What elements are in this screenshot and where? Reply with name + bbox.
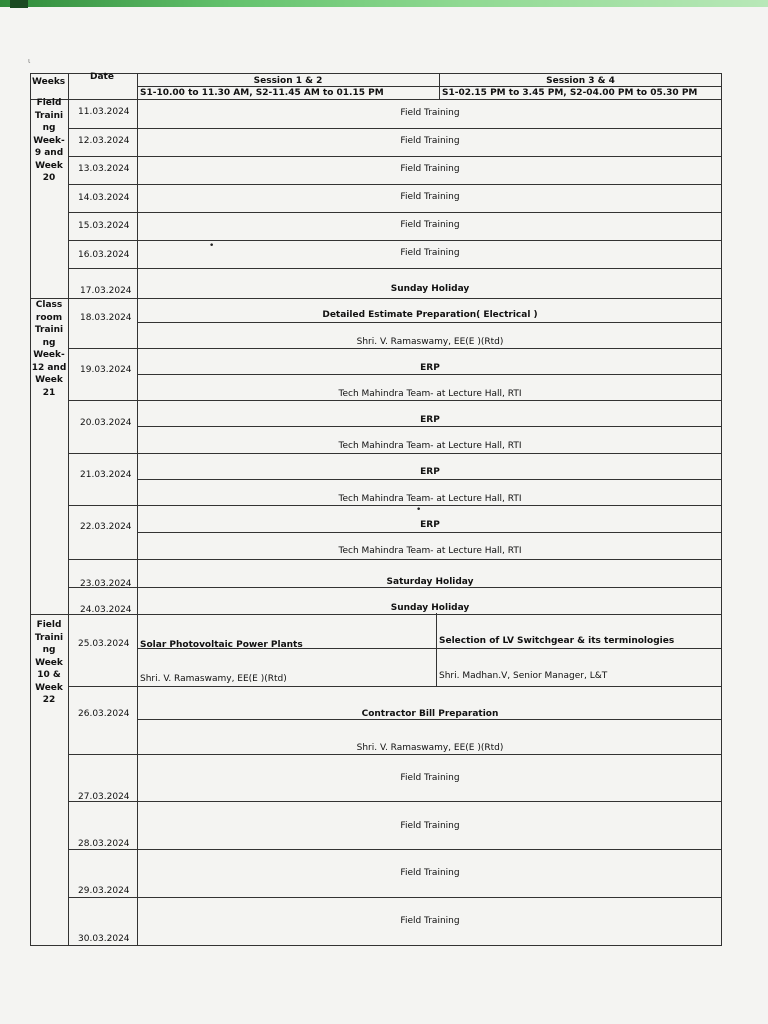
scan-top-edge: [0, 0, 768, 7]
session-text: Saturday Holiday: [386, 577, 474, 587]
row-divider: [68, 240, 722, 241]
row-date: 14.03.2024: [78, 193, 130, 203]
weeks-header: Weeks: [32, 77, 66, 87]
session-1-2-text: Solar Photovoltaic Power Plants: [140, 640, 303, 650]
session-text: Sunday Holiday: [390, 603, 470, 613]
weeks-block-3: [30, 619, 68, 707]
weeks-line: ng: [42, 123, 56, 133]
row-divider: [68, 156, 722, 157]
row-divider: [68, 801, 722, 802]
weeks-line: Field: [36, 98, 62, 108]
session-text: Field Training: [400, 821, 460, 831]
session-3-4-text: Selection of LV Switchgear & its terminologies: [439, 636, 675, 646]
session-1-2-speaker: Shri. V. Ramaswamy, EE(E )(Rtd): [140, 674, 287, 684]
session-text: Field Training: [400, 164, 460, 174]
row-date: 19.03.2024: [80, 365, 132, 375]
session-text: ERP: [420, 363, 440, 373]
row-date: 28.03.2024: [78, 839, 130, 849]
row-divider: [68, 453, 722, 454]
row-divider: [137, 532, 722, 533]
row-divider: [68, 268, 722, 269]
session-text: Field Training: [400, 916, 460, 926]
weeks-line: Field: [36, 620, 62, 630]
weeks-line: 22: [42, 695, 56, 705]
speaker-text: Tech Mahindra Team- at Lecture Hall, RTI: [338, 546, 522, 556]
weeks-line: Week-: [33, 350, 65, 360]
date-header: Date: [90, 72, 114, 82]
row-date: 13.03.2024: [78, 164, 130, 174]
session-3-4-timing: S1-02.15 PM to 3.45 PM, S2-04.00 PM to 05.30 PM: [442, 88, 698, 98]
session-text: Sunday Holiday: [390, 284, 470, 294]
session-text: Field Training: [400, 108, 460, 118]
row-divider: [68, 505, 722, 506]
session-text: ERP: [420, 520, 440, 530]
weeks-line: ng: [42, 337, 56, 348]
session-3-4-header: Session 3 & 4: [546, 76, 615, 86]
session-text: Contractor Bill Preparation: [361, 709, 499, 719]
row-date: 15.03.2024: [78, 221, 130, 231]
row-date: 20.03.2024: [80, 418, 132, 428]
row-date: 23.03.2024: [80, 579, 132, 589]
weeks-line: Week: [35, 657, 63, 668]
row-date: 18.03.2024: [80, 313, 132, 323]
row-date: 30.03.2024: [78, 934, 130, 944]
date-column-divider: [137, 73, 138, 946]
weeks-line: Week-: [33, 135, 65, 146]
row-divider: [68, 849, 722, 850]
weeks-line: Class: [35, 300, 63, 310]
row-divider: [137, 322, 722, 323]
row-divider: [68, 212, 722, 213]
stray-dot: •: [416, 505, 422, 515]
weeks-line: 20: [42, 173, 56, 183]
session-text: Field Training: [400, 192, 460, 202]
weeks-line: 12 and: [31, 362, 67, 373]
row-divider: [30, 614, 722, 615]
row-date: 17.03.2024: [80, 286, 132, 296]
stray-mark: ι: [28, 57, 31, 65]
row-divider: [30, 298, 722, 299]
session-text: Field Training: [400, 220, 460, 230]
row-date: 24.03.2024: [80, 605, 132, 615]
speaker-text: Shri. V. Ramaswamy, EE(E )(Rtd): [356, 337, 504, 347]
weeks-line: room: [35, 312, 63, 323]
session-text: ERP: [420, 467, 440, 477]
row-divider: [68, 897, 722, 898]
session-1-2-header: Session 1 & 2: [253, 76, 323, 86]
weeks-column-divider: [68, 73, 69, 946]
session-text: Field Training: [400, 248, 460, 258]
speaker-text: Tech Mahindra Team- at Lecture Hall, RTI: [338, 441, 522, 451]
row-date: 16.03.2024: [78, 250, 130, 260]
weeks-line: 9 and: [34, 148, 64, 158]
row-divider: [68, 348, 722, 349]
session-3-4-speaker: Shri. Madhan.V, Senior Manager, L&T: [439, 671, 608, 681]
weeks-line: 21: [42, 387, 56, 398]
row-date: 21.03.2024: [80, 470, 132, 480]
weeks-line: Traini: [34, 632, 64, 643]
weeks-block-2: [30, 299, 68, 399]
schedule-table: [30, 73, 722, 946]
session-text: Field Training: [400, 773, 460, 783]
weeks-line: Traini: [34, 325, 64, 335]
row-divider: [137, 426, 722, 427]
weeks-line: ng: [42, 645, 56, 655]
session-text: Field Training: [400, 868, 460, 878]
weeks-line: Traini: [34, 110, 64, 121]
row-divider: [68, 686, 722, 687]
session-text: Field Training: [400, 136, 460, 146]
row-divider: [137, 479, 722, 480]
session-column-divider: [436, 613, 437, 686]
weeks-line: Week: [35, 375, 63, 385]
row-divider: [30, 99, 722, 100]
session-text: Detailed Estimate Preparation( Electrical ): [322, 310, 538, 320]
session-1-2-timing: S1-10.00 to 11.30 AM, S2-11.45 AM to 01.15 PM: [140, 88, 384, 98]
weeks-line: Week: [35, 160, 63, 171]
row-divider: [137, 374, 722, 375]
row-date: 11.03.2024: [78, 107, 130, 117]
row-divider: [68, 184, 722, 185]
session-text: ERP: [420, 415, 440, 425]
stray-dot: •: [209, 241, 215, 251]
weeks-line: 10 &: [37, 670, 61, 680]
speaker-text: Shri. V. Ramaswamy, EE(E )(Rtd): [356, 743, 504, 753]
row-divider: [68, 128, 722, 129]
speaker-text: Tech Mahindra Team- at Lecture Hall, RTI: [338, 494, 522, 504]
weeks-block-1: [30, 97, 68, 185]
row-date: 26.03.2024: [78, 709, 130, 719]
row-date: 22.03.2024: [80, 522, 132, 532]
row-divider: [68, 559, 722, 560]
row-divider: [68, 400, 722, 401]
row-date: 29.03.2024: [78, 886, 130, 896]
row-divider: [68, 754, 722, 755]
scan-corner-mark: [10, 0, 28, 8]
speaker-text: Tech Mahindra Team- at Lecture Hall, RTI: [338, 389, 522, 399]
row-date: 12.03.2024: [78, 136, 130, 146]
row-date: 25.03.2024: [78, 639, 130, 649]
row-date: 27.03.2024: [78, 792, 130, 802]
weeks-line: Week: [35, 682, 63, 693]
